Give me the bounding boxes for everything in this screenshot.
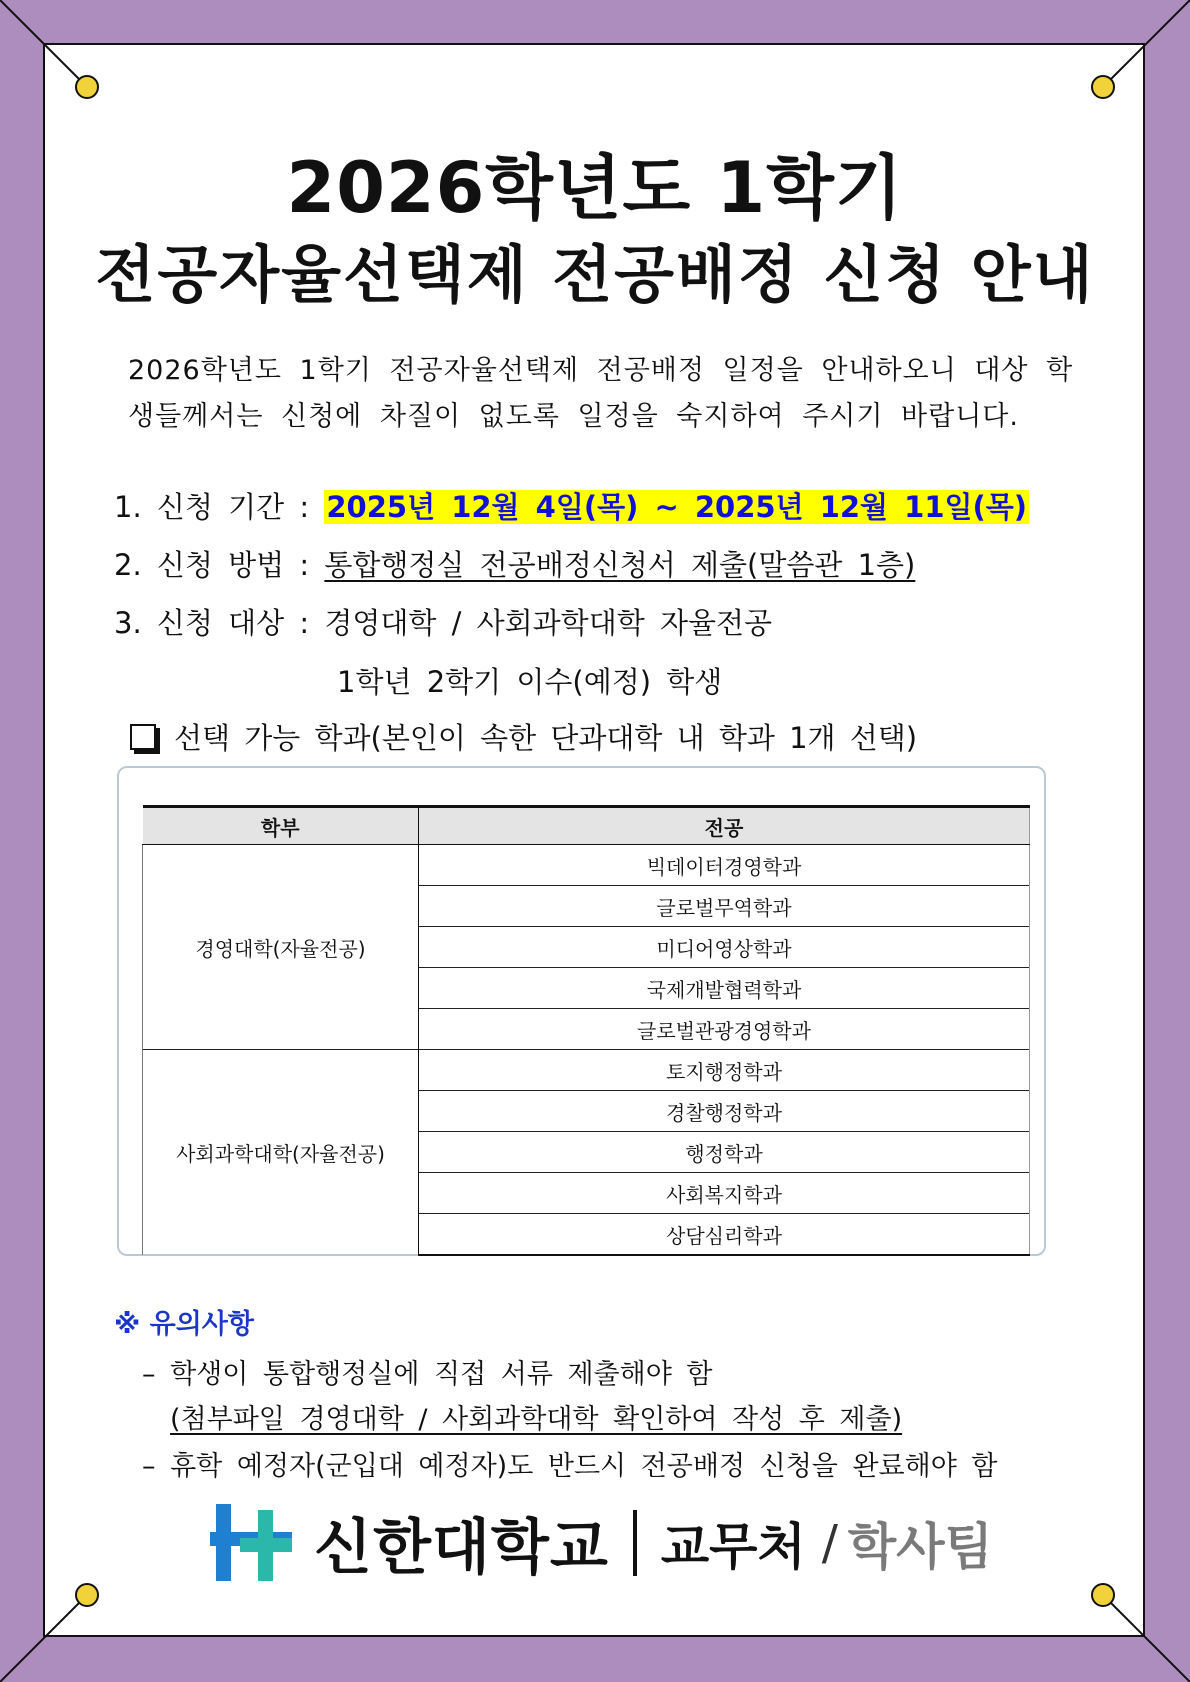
notice-item-sub: (첨부파일 경영대학 / 사회과학대학 확인하여 작성 후 제출) [170,1404,903,1435]
target-value: 경영대학 / 사회과학대학 자율전공 [324,606,772,640]
major-cell: 행정학과 [419,1132,1030,1173]
section-heading [130,716,917,757]
table-row [143,1050,1030,1091]
notice-item: – 학생이 통합행정실에 직접 서류 제출해야 함 [142,1359,713,1390]
footer-divider [633,1510,637,1576]
target-label: 3. 신청 대상 : [114,606,310,640]
page-subtitle: 전공자율선택제 전공배정 신청 안내 [95,238,1095,311]
application-period [114,485,1029,526]
division-cell: 사회과학대학(자율전공) [143,1050,419,1256]
checkbox-icon [130,724,156,750]
major-cell: 국제개발협력학과 [419,968,1030,1009]
target-value-continued: 1학년 2학기 이수(예정) 학생 [337,665,723,699]
major-cell: 미디어영상학과 [419,927,1030,968]
period-value: 2025년 12월 4일(목) ~ 2025년 12월 11일(목) [326,490,1028,524]
major-cell: 사회복지학과 [419,1173,1030,1214]
section-heading-text: 선택 가능 학과(본인이 속한 단과대학 내 학과 1개 선택) [174,721,918,755]
major-cell: 경찰행정학과 [419,1091,1030,1132]
notice-item: – 휴학 예정자(군입대 예정자)도 반드시 전공배정 신청을 완료해야 함 [142,1451,998,1482]
majors-table [142,805,1030,1256]
major-cell: 토지행정학과 [419,1050,1030,1091]
office-name: 교무처 [660,1517,806,1576]
footer-slash: / [821,1514,838,1571]
intro-paragraph [128,348,1088,440]
application-target [114,601,772,642]
major-cell: 글로벌관광경영학과 [419,1009,1030,1050]
notice-heading: ※ 유의사항 [114,1309,254,1340]
university-name: 신한대학교 [314,1512,609,1583]
footer-logo [210,1500,993,1585]
intro-line: 생들께서는 신청에 차질이 없도록 일정을 숙지하여 주시기 바랍니다. [128,401,1019,432]
period-label: 1. 신청 기간 : [114,490,310,524]
table-header-row [143,807,1030,845]
application-method [114,543,915,584]
major-cell: 글로벌무역학과 [419,886,1030,927]
team-name: 학사팀 [847,1517,993,1576]
page-title: 2026학년도 1학기 [286,147,904,229]
header-division: 학부 [143,807,419,845]
division-cell: 경영대학(자율전공) [143,845,419,1050]
method-label: 2. 신청 방법 : [114,548,310,582]
header-major: 전공 [419,807,1030,845]
table-row [143,845,1030,886]
major-cell: 상담심리학과 [419,1214,1030,1256]
intro-line: 2026학년도 1학기 전공자율선택제 전공배정 일정을 안내하오니 대상 학 [128,355,1074,386]
major-cell: 빅데이터경영학과 [419,845,1030,886]
method-value: 통합행정실 전공배정신청서 제출(말씀관 1층) [324,548,916,582]
logo-mark-icon [210,1500,292,1585]
